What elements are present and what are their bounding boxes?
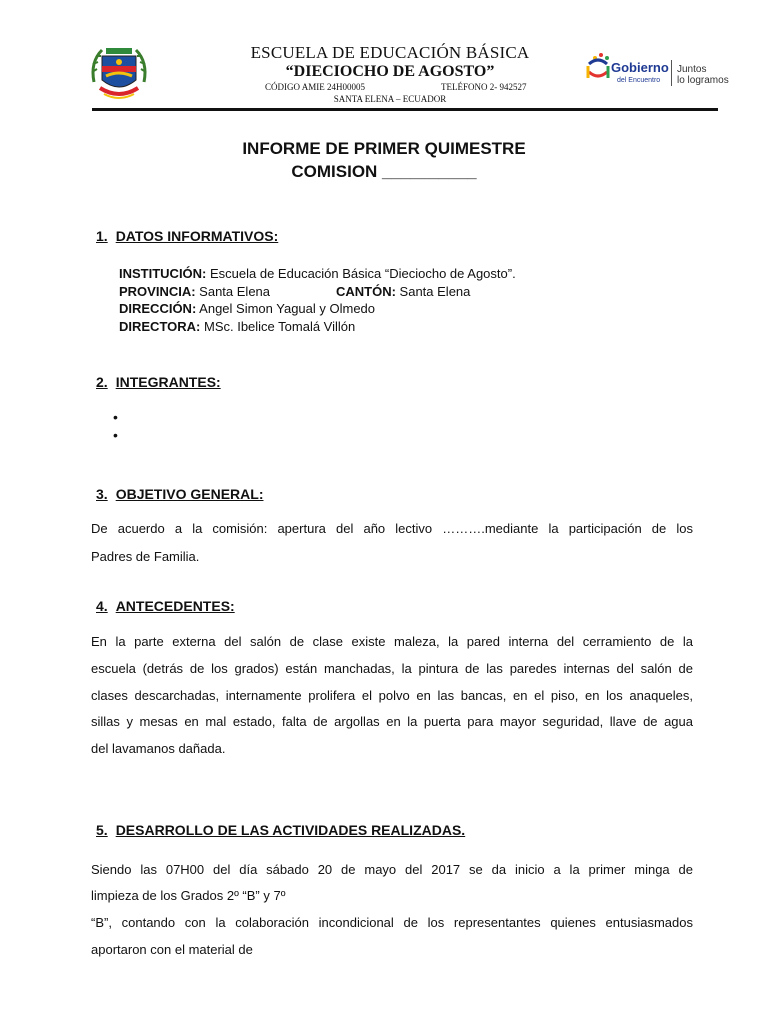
gov-logo-text-1: Gobierno [611, 60, 669, 75]
section-title: OBJETIVO GENERAL: [115, 486, 264, 502]
institucion-label: INSTITUCIÓN: [119, 266, 207, 281]
header-divider [92, 108, 718, 111]
direccion-label: DIRECCIÓN: [119, 301, 197, 316]
school-motto: “DIECIOCHO DE AGOSTO” [285, 63, 495, 80]
section-title: INTEGRANTES: [115, 374, 221, 390]
direccion-row [119, 301, 375, 316]
canton-label: CANTÓN: [336, 284, 396, 299]
section-heading-antecedentes [96, 598, 235, 614]
school-name: ESCUELA DE EDUCACIÓN BÁSICA [250, 43, 530, 62]
desarrollo-line: Siendo las 07H00 del día sábado 20 de mayo del 2017 se da inicio a la primer minga de [91, 862, 693, 877]
desarrollo-line: “B”, contando con la colaboración incondicional de los representantes quienes entusiasmados [91, 915, 693, 930]
desarrollo-line: aportaron con el material de [91, 942, 253, 957]
canton-row [336, 284, 470, 299]
school-location: SANTA ELENA – ECUADOR [333, 94, 447, 104]
phone-number: TELÉFONO 2- 942527 [441, 82, 527, 92]
gov-logo-text-3: Juntos [677, 64, 707, 75]
institucion-value: Escuela de Educación Básica “Dieciocho de Agosto”. [206, 266, 516, 281]
section-title: DESARROLLO DE LAS ACTIVIDADES REALIZADAS. [115, 822, 466, 838]
gov-logo-text-2: del Encuentro [617, 77, 661, 84]
institucion-row [119, 266, 516, 281]
antecedentes-line: escuela (detrás de los grados) están manchadas, la pintura de las paredes internas del salón de [91, 661, 693, 676]
section-heading-objetivo [96, 486, 263, 502]
antecedentes-line: En la parte externa del salón de clase existe maleza, la pared interna del cerramiento de la [91, 634, 693, 649]
section-heading-desarrollo [96, 822, 465, 838]
directora-value: MSc. Ibelice Tomalá Villón [200, 319, 356, 334]
objetivo-line: De acuerdo a la comisión: apertura del año lectivo ……….mediante la participación de los [91, 521, 693, 536]
section-number: 4. [96, 598, 108, 614]
letterhead [0, 0, 768, 115]
section-title: DATOS INFORMATIVOS: [115, 228, 279, 244]
section-number: 2. [96, 374, 108, 390]
provincia-label: PROVINCIA: [119, 284, 196, 299]
amie-code: CÓDIGO AMIE 24H00005 [265, 82, 365, 92]
antecedentes-line: sillas y mesas en mal estado, falta de argollas en la puerta para mayor seguridad, llave de agua [91, 714, 693, 729]
provincia-value: Santa Elena [195, 284, 271, 299]
section-number: 1. [96, 228, 108, 244]
directora-label: DIRECTORA: [119, 319, 201, 334]
directora-row [119, 319, 355, 334]
gobierno-del-encuentro-logo [585, 50, 745, 94]
provincia-row [119, 284, 270, 299]
school-crest-logo [88, 42, 150, 104]
antecedentes-line: del lavamanos dañada. [91, 741, 226, 756]
commission-title: COMISION __________ [291, 162, 477, 181]
antecedentes-line: clases descarchadas, internamente prolifera el polvo en las bancas, en el piso, en los anaqueles, [91, 688, 693, 703]
section-title: ANTECEDENTES: [115, 598, 235, 614]
direccion-value: Angel Simon Yagual y Olmedo [196, 301, 376, 316]
objetivo-line: Padres de Familia. [91, 549, 200, 564]
section-heading-datos [96, 228, 278, 244]
integrante-bullet: • [113, 409, 118, 425]
section-number: 3. [96, 486, 108, 502]
report-title: INFORME DE PRIMER QUIMESTRE [242, 139, 526, 158]
canton-value: Santa Elena [395, 284, 471, 299]
section-number: 5. [96, 822, 108, 838]
desarrollo-line: limpieza de los Grados 2º “B” y 7º [91, 888, 286, 903]
section-heading-integrantes [96, 374, 221, 390]
gov-logo-text-4: lo logramos [677, 75, 729, 86]
integrante-bullet: • [113, 427, 118, 443]
